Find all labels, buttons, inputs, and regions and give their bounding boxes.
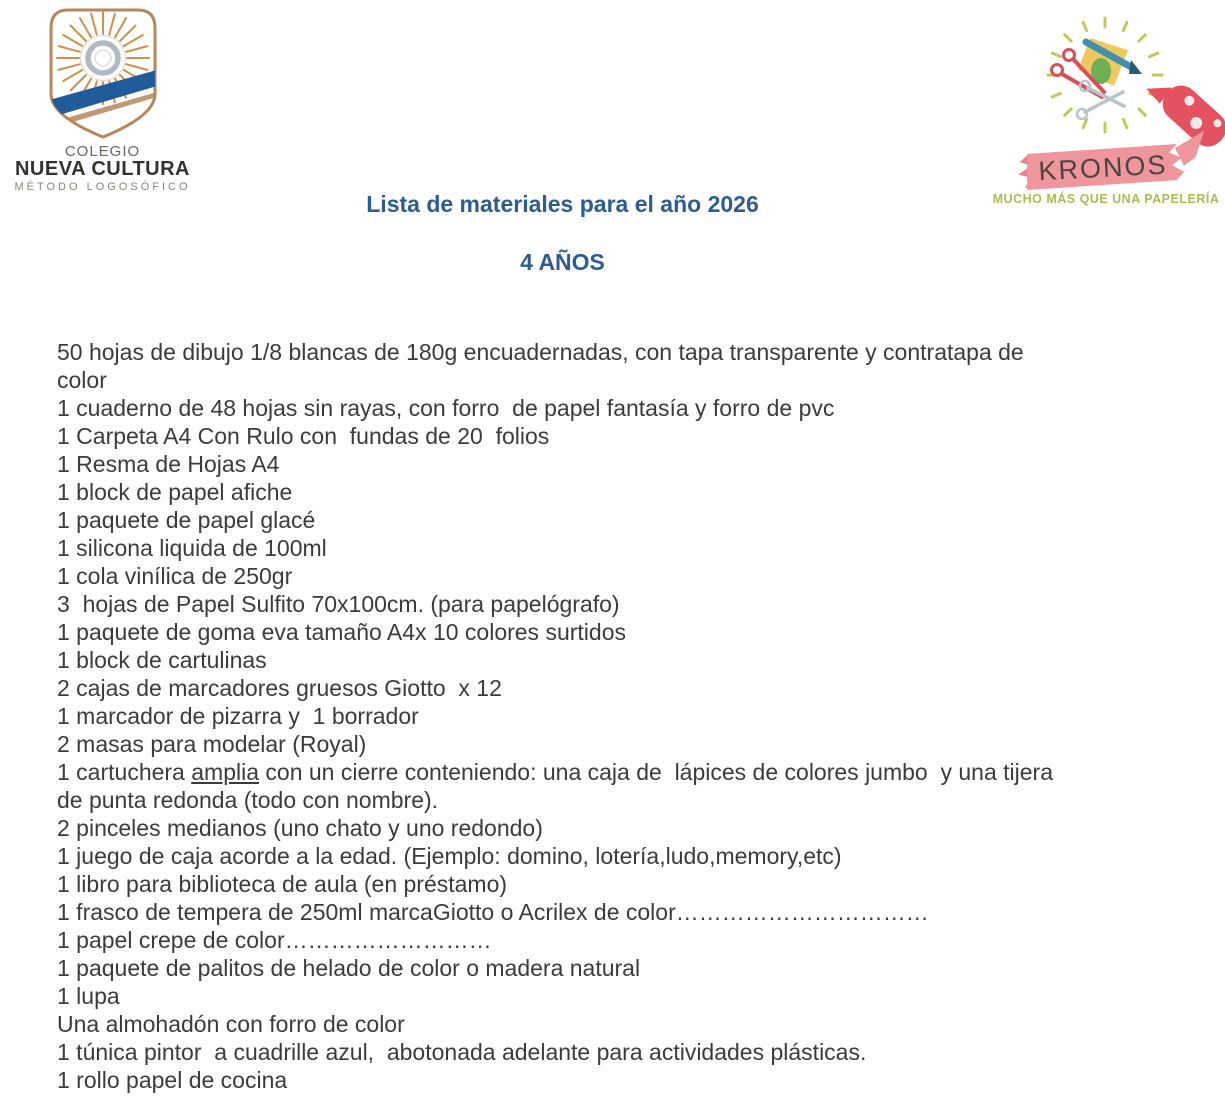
- kronos-banner: [1016, 131, 1206, 191]
- item-text: 1 paquete de palitos de helado de color o madera natural: [57, 955, 641, 981]
- list-item: [57, 422, 1067, 450]
- list-item: [57, 1038, 1067, 1066]
- item-text: Una almohadón con forro de color: [57, 1011, 405, 1037]
- item-text: 1 silicona liquida de 100ml: [57, 535, 327, 561]
- item-text: 1 marcador de pizarra y 1 borrador: [57, 703, 419, 729]
- kronos-tagline-text: MUCHO MÁS QUE UNA PAPELERÍA: [992, 192, 1220, 206]
- list-item: [57, 870, 1067, 898]
- school-name-colegio: COLEGIO: [64, 143, 141, 160]
- list-item: [57, 534, 1067, 562]
- list-item: [57, 898, 1067, 926]
- kronos-brand-text: KRONOS: [1037, 149, 1169, 187]
- list-item: [57, 1066, 1067, 1094]
- item-text: 3 hojas de Papel Sulfito 70x100cm. (para papelógrafo): [57, 591, 620, 617]
- list-item: [57, 1010, 1067, 1038]
- list-item: [57, 394, 1067, 422]
- item-text: 1 juego de caja acorde a la edad. (Ejemplo: domino, lotería,ludo,memory,etc): [57, 843, 842, 869]
- item-text: 1 frasco de tempera de 250ml marcaGiotto o Acrilex de color……………………………: [57, 899, 929, 925]
- item-text: 50 hojas de dibujo 1/8 blancas de 180g encuadernadas, con tapa transparente y contratapa de color: [57, 339, 1031, 393]
- school-logo: [5, 6, 200, 194]
- kronos-logo: [990, 0, 1225, 215]
- item-text: con un cierre conteniendo: una caja de lápices de colores jumbo y una tijera de punta redonda (todo con nombre).: [57, 759, 1060, 813]
- item-text: 1 papel crepe de color………………………: [57, 927, 492, 953]
- item-text: 1 block de cartulinas: [57, 647, 267, 673]
- list-item: [57, 590, 1067, 618]
- school-name-nueva-cultura: NUEVA CULTURA: [14, 158, 190, 180]
- item-text: 1 rollo papel de cocina: [57, 1067, 288, 1093]
- list-item: [57, 450, 1067, 478]
- item-text: 1 paquete de goma eva tamaño A4x 10 colores surtidos: [57, 619, 626, 645]
- list-item: [57, 562, 1067, 590]
- item-text-underlined: amplia: [191, 759, 260, 785]
- list-item: [57, 478, 1067, 506]
- list-item: [57, 618, 1067, 646]
- item-text: 1 Carpeta A4 Con Rulo con fundas de 20 folios: [57, 423, 550, 449]
- list-item: [57, 814, 1067, 842]
- item-text: 1 cartuchera: [57, 759, 192, 785]
- list-item: [57, 954, 1067, 982]
- list-item: [57, 758, 1067, 814]
- list-item: [57, 730, 1067, 758]
- list-item: [57, 842, 1067, 870]
- list-item: [57, 982, 1067, 1010]
- list-item: [57, 338, 1067, 394]
- item-text: 1 túnica pintor a cuadrille azul, abotonada adelante para actividades plásticas.: [57, 1039, 867, 1065]
- list-item: [57, 926, 1067, 954]
- item-text: 1 block de papel afiche: [57, 479, 293, 505]
- item-text: 1 Resma de Hojas A4: [57, 451, 280, 477]
- item-text: 1 paquete de papel glacé: [57, 507, 316, 533]
- list-item: [57, 674, 1067, 702]
- item-text: 1 lupa: [57, 983, 120, 1009]
- marker-hand-icon: [1142, 67, 1225, 154]
- list-item: [57, 646, 1067, 674]
- item-text: 2 cajas de marcadores gruesos Giotto x 12: [57, 675, 502, 701]
- list-item: [57, 702, 1067, 730]
- materials-list: [57, 338, 1067, 1094]
- school-shield-icon: [43, 6, 163, 141]
- school-method-label: MÉTODO LOGOSÓFICO: [14, 181, 191, 193]
- item-text: 2 pinceles medianos (uno chato y uno redondo): [57, 815, 543, 841]
- craft-tools-icon: [1052, 38, 1143, 119]
- item-text: 1 libro para biblioteca de aula (en préstamo): [57, 871, 508, 897]
- item-text: 2 masas para modelar (Royal): [57, 731, 367, 757]
- document-title: Lista de materiales para el año 2026: [366, 191, 759, 217]
- item-text: 1 cuaderno de 48 hojas sin rayas, con forro de papel fantasía y forro de pvc: [57, 395, 835, 421]
- grade-heading: 4 AÑOS: [520, 249, 605, 275]
- list-item: [57, 506, 1067, 534]
- item-text: 1 cola vinílica de 250gr: [57, 563, 293, 589]
